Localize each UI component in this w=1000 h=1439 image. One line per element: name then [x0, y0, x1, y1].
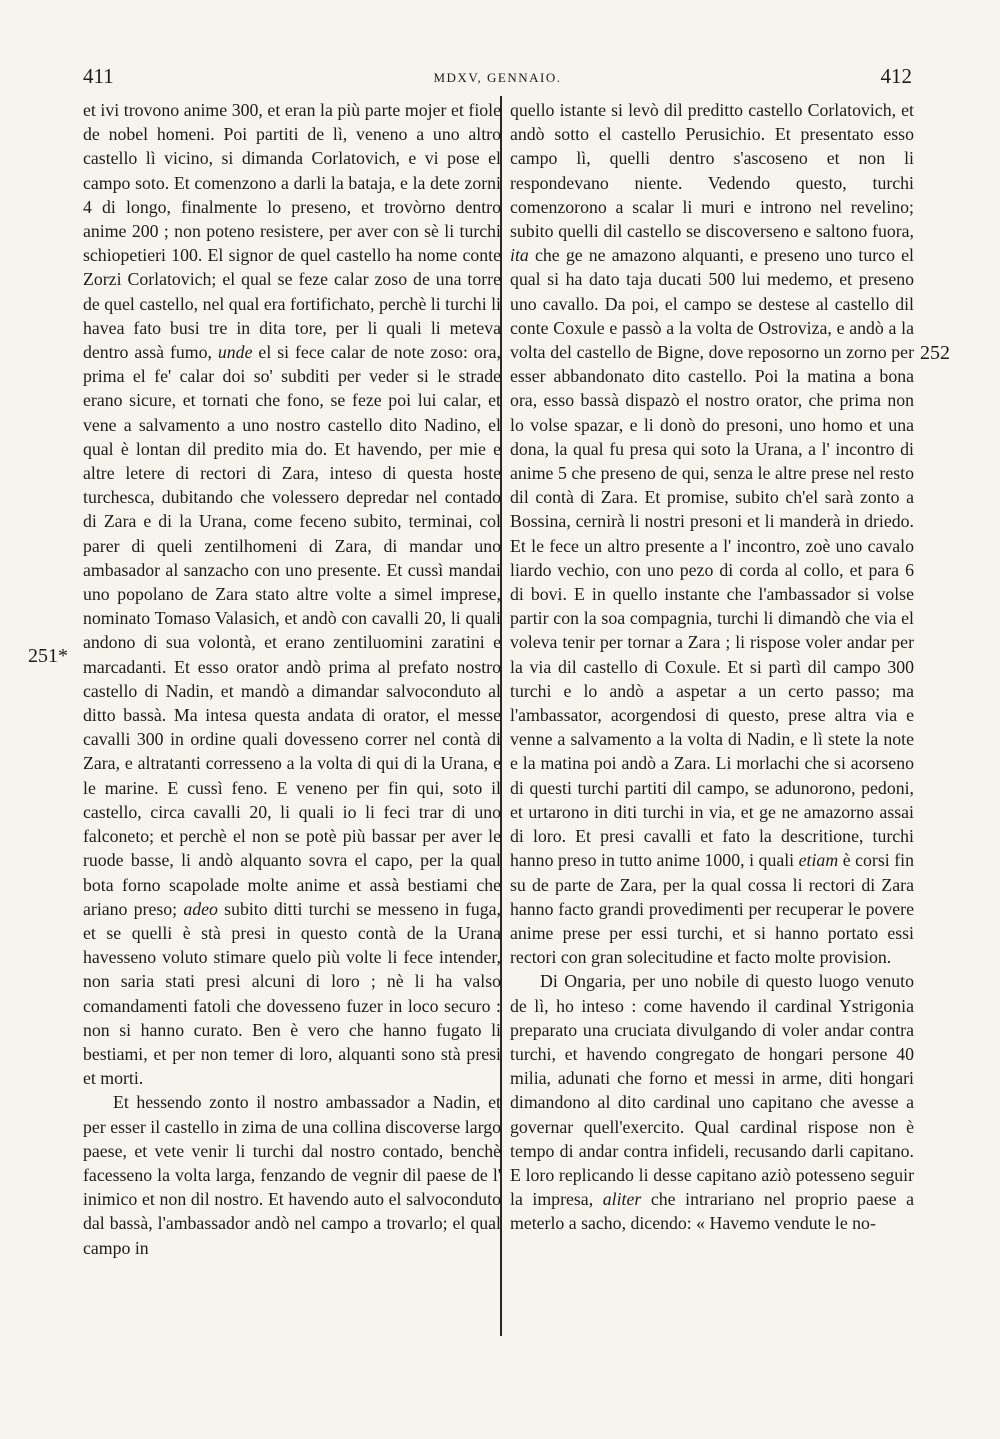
- running-title: MDXV, GENNAIO.: [433, 70, 562, 85]
- italic-term: unde: [217, 342, 253, 363]
- margin-note-left: 251*: [28, 645, 68, 667]
- text-run: Et hessendo zonto il nostro ambassador a Nadin, et per esser il castello in zima de una collina discoverse largo paese, et vete venir li turchi dal nostro contado, benchè facesseno la volta larga, fenzando de vegnir dil paese de l' inimico et non dil nostro. Et havendo auto el salvoconduto dal bassà, l'ambassador andò nel campo a trovarlo; el qual campo in: [83, 1092, 501, 1258]
- italic-term: aliter: [602, 1189, 642, 1210]
- italic-term: adeo: [183, 898, 218, 919]
- text-run: Di Ongaria, per uno nobile di questo luogo venuto de lì, ho inteso : come havendo il cardinal Ystrigonia preparato una cruciata divulgando di voler andar contra turchi, et havendo congregato de hongari persone 40 milia, adunati che forno et messi in arme, diti hongari dimandono al dito cardinal uno capitano che avesse a governar quell'exercito. Qual cardinal rispose non è tempo di andar contra infideli, recusando darli capitano. E loro replicando li desse capitano aziò potesseno seguir la impresa,: [510, 971, 914, 1210]
- margin-note-right: 252: [920, 342, 950, 364]
- page-header: [83, 64, 912, 94]
- paragraph: [510, 969, 914, 1235]
- text-run: che ge ne amazono alquanti, e preseno uno turco el qual si ha dato taja ducati 500 lui medemo, et preseno uno cavallo. Da poi, el campo se destese al castello dil conte Coxule e passò a la volta de Ostroviza, e andò a la volta del castello de Bigne, dove reposorno un zorno per esser abbandonato dito castello. Poi la matina a bona ora, esso bassà dispazò el nostro orator, che prima non lo volse spazar, e li donò do presoni, uno homo et una dona, la qual fu presa qui soto la Urana, a l' incontro di anime 5 che preseno de qui, senza le altre prese nel resto dil contà di Zara. Et promise, subito ch'el sarà zonto a Bossina, cernirà li nostri presoni et li manderà in driedo. Et le fece un altro presente a l' incontro, zoè uno cavalo liardo vechio, con uno pezo di corda al collo, et para 6 di bovi. E in quello instante che l'ambassador si volse partir con la soa compagnia, turchi li dimandò che via el voleva tenir per tornar a Zara ; li rispose voler andar per la via dil castello di Coxule. Et si partì dil campo 300 turchi e lo andò a aspetar a un certo passo; ma l'ambassator, acorgendosi di questo, prese altra via e venne a salvamento a la volta di Nadin, e lì stete la note e la matina poi andò a Zara. Li morlachi che si acorseno di questi turchi partiti dil campo, se adunorono, pedoni, et urtarono in diti turchi in via, et ge ne amazorno assai di loro. Et presi cavalli et fato la descritione, turchi hanno preso in tutto anime 1000, i quali: [510, 245, 914, 871]
- text-run: che intrariano nel proprio paese a meterlo a sacho, dicendo: « Havemo vendute le no-: [510, 1189, 915, 1234]
- left-column: [83, 98, 501, 1260]
- text-run: subito ditti turchi se messeno in fuga, et se quelli è stà presi in questo contà de la Urana havesseno voluto stimare quelo più volte li fece intender, non saria stati presi alcuni di loro ; nè li ha valso comandamenti fatoli che dovesseno fuzer in loco securo : non si hanno curato. Ben è vero che hanno fugato li bestiami, et per non temer di loro, alquanti sono stà presi et morti.: [83, 898, 502, 1089]
- italic-term: ita: [510, 245, 529, 266]
- italic-term: etiam: [798, 850, 839, 871]
- page-number-right: 412: [880, 64, 912, 88]
- paragraph: [83, 1090, 501, 1259]
- text-run: quello istante si levò dil preditto castello Corlatovich, et andò sotto el castello Perusichio. Et presentato esso campo lì, quelli dentro s'ascoseno et non li respondevano niente. Vedendo questo, turchi comenzorono a scalar li muri e introno nel revelino; subito quelli dil castello se discoverseno e saltono fuora,: [510, 100, 914, 242]
- paragraph: [83, 98, 501, 1090]
- page-number-left: 411: [83, 64, 114, 88]
- right-column: [510, 98, 914, 1236]
- text-run: è corsi fin su de parte de Zara, per la qual cossa li rectori di Zara hanno facto grandi provedimenti per recuperar le povere anime prese per essi turchi, et si hanno portato essi rectori con gran solecitudine et facto molte provision.: [510, 850, 914, 968]
- paragraph: [510, 98, 914, 969]
- text-run: et ivi trovono anime 300, et eran la più parte mojer et fiole de nobel homeni. Poi partiti de lì, veneno a uno altro castello lì vicino, si dimanda Corlatovich, e vi pose el campo soto. Et comenzono a darli la bataja, e la dete zorni 4 di longo, finalmente lo preseno, et trovòrno dentro anime 200 ; non poteno resistere, per aver con sè li turchi schiopetieri 100. El signor de quel castello ha nome conte Zorzi Corlatovich; el qual se feze calar zoso de una torre de quel castello, nel qual era fortifichato, perchè li turchi li havea fato busi tre in dita tore, per li quali li meteva dentro assà fumo,: [83, 100, 501, 363]
- text-run: el si fece calar de note zoso: ora, prima el fe' calar doi so' subditi per veder si le strade erano sicure, et tornati che fono, se feze poi lui calar, et vene a salvamento a uno nostro castello dito Nadino, el qual è lontan dil predito mia do. Et havendo, per mie e altre letere di rectori di Zara, inteso di questa hoste turchesca, dubitando che volessero depredar nel contado di Zara e di la Urana, come feceno subito, terminai, col parer di queli zentilhomeni di Zara, di mandar uno ambasador al sanzacho con uno presente. Et cussì mandai uno popolano de Zara stato altre volte a simel imprese, nominato Tomaso Valasich, et andò con cavalli 20, li quali andono di sua volontà, et erano zentiluomini zaratini e marcadanti. Et esso orator andò prima al prefato nostro castello di Nadin, et mandò a dimandar salvoconduto al ditto bassà. Ma intesa questa andata di orator, el messe cavalli 300 in ordine quali dovesseno correr nel contà di Zara, e altratanti corresseno a la volta di qui di la Urana, e le marine. E cussì feno. E veneno per fin qui, soto il castello, circa cavalli 20, li quali io li feci trar di uno falconeto; et perchè el non se potè più bassar per aver le ruode basse, li andò alquanto sovra el capo, per la qual bota forno scapolade molte anime et assà bestiami che ariano preso;: [83, 342, 501, 919]
